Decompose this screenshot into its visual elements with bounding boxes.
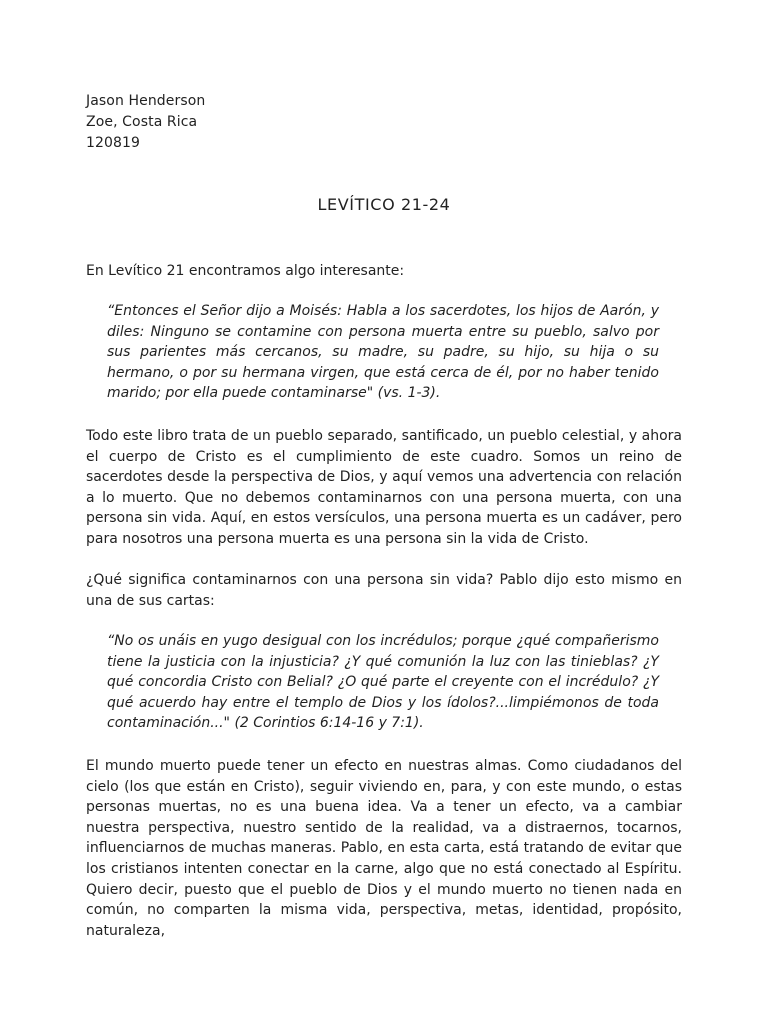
author-header bbox=[86, 91, 205, 154]
quote-corinthians: “No os unáis en yugo desigual con los incrédulos; porque ¿qué compañerismo tiene la justicia con la injusticia? ¿Y qué comunión la luz con las tinieblas? ¿Y qué concordia Cristo con Belial? ¿O qué parte el creyente con el incrédulo? ¿Y qué acuerdo hay entre el templo de Dios y los ídolos?...limpiémonos de toda contaminación..." (2 Corintios 6:14-16 y 7:1). bbox=[107, 633, 659, 732]
intro-paragraph: En Levítico 21 encontramos algo interesante: bbox=[86, 263, 405, 279]
author-name: Jason Henderson bbox=[86, 93, 206, 109]
body-paragraph-3: El mundo muerto puede tener un efecto en nuestras almas. Como ciudadanos del cielo (los que están en Cristo), seguir viviendo en, para, y con este mundo, o estas personas muertas, no es una buena idea. Va a tener un efecto, va a cambiar nuestra perspectiva, nuestro sentido de la realidad, va a distraernos, tocarnos, influenciarnos de muchas maneras. Pablo, en esta carta, está tratando de evitar que los cristianos intenten conectar en la carne, algo que no está conectado al Espíritu. Quiero decir, puesto que el pueblo de Dios y el mundo muerto no tienen nada en común, no comparten la misma vida, perspectiva, metas, identidad, propósito, naturaleza, bbox=[86, 758, 682, 939]
body-paragraph-2: ¿Qué significa contaminarnos con una persona sin vida? Pablo dijo esto mismo en una de sus cartas: bbox=[86, 572, 682, 609]
body-paragraph-1: Todo este libro trata de un pueblo separado, santificado, un pueblo celestial, y ahora el cuerpo de Cristo es el cumplimiento de este cuadro. Somos un reino de sacerdotes desde la perspectiva de Dios, y aquí vemos una advertencia con relación a lo muerto. Que no debemos contaminarnos con una persona muerta, con una persona sin vida. Aquí, en estos versículos, una persona muerta es un cadáver, pero para nosotros una persona muerta es una persona sin la vida de Cristo. bbox=[86, 428, 682, 547]
page-title: LEVÍTICO 21-24 bbox=[317, 195, 451, 214]
document-date: 120819 bbox=[86, 135, 141, 151]
author-location: Zoe, Costa Rica bbox=[86, 114, 198, 130]
quote-leviticus: “Entonces el Señor dijo a Moisés: Habla a los sacerdotes, los hijos de Aarón, y diles: Ninguno se contamine con persona muerta entre su pueblo, salvo por sus parientes más cercanos, su madre, su padre, su hijo, su hija o su hermano, o por su hermana virgen, que está cerca de él, por no haber tenido marido; por ella puede contaminarse" (vs. 1-3). bbox=[107, 303, 659, 402]
